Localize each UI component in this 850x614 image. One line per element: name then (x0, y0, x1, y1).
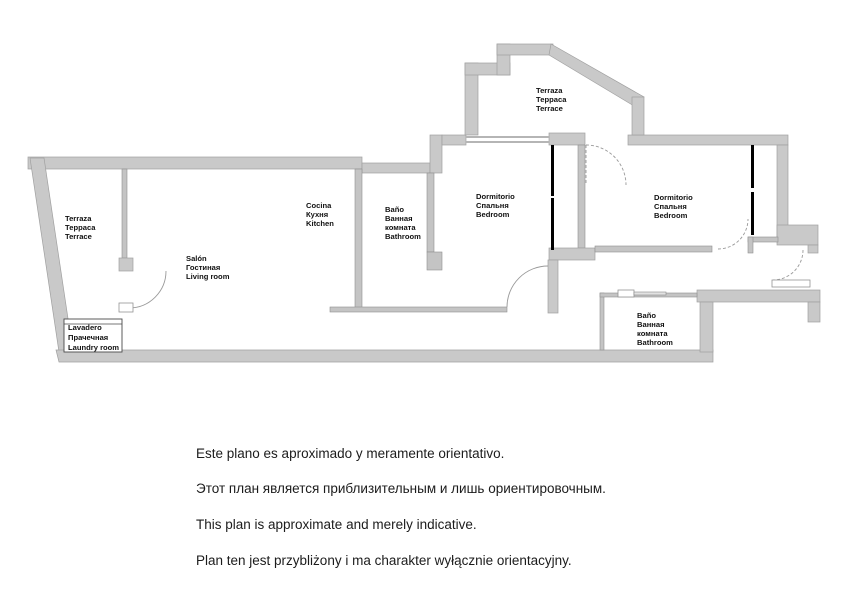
window-terrace-bedroom1-outer (466, 136, 549, 138)
label-line: Kitchen (306, 219, 334, 228)
glazing-niche-upper (751, 145, 754, 188)
wall-niche-jamb (748, 237, 753, 253)
door-arc-terrace-bedroom2 (586, 145, 626, 185)
disclaimer-pl: Plan ten jest przybliżony i ma charakter wyłącznie orientacyjny. (196, 553, 572, 568)
label-line: Bathroom (385, 232, 421, 241)
door-arc-terrace-living (129, 271, 166, 308)
room-label-bath2 (637, 311, 673, 347)
label-line: Dormitorio (654, 193, 693, 202)
wall-hall-divider (548, 260, 558, 313)
label-line: Salón (186, 254, 207, 263)
wall-terrace-right (632, 97, 644, 135)
room-label-kitchen (306, 201, 334, 228)
label-line: Bedroom (476, 210, 510, 219)
wall-bath2-left (600, 293, 604, 350)
wall-bedrooms-south-thick (549, 248, 595, 260)
label-line: Terraza (536, 86, 563, 95)
door-arc-living-hall (507, 266, 548, 307)
wall-top-left (28, 157, 362, 169)
room-label-bedroom2 (654, 193, 693, 220)
wall-shaft-right (578, 145, 585, 248)
door-hinge-block (119, 258, 133, 271)
label-line: комната (637, 329, 668, 338)
label-line: Baño (637, 311, 656, 320)
label-line: Lavadero (68, 323, 102, 332)
label-line: Cocina (306, 201, 332, 210)
sliding-door-pocket-bath2 (618, 290, 634, 297)
label-line: Спальня (476, 201, 509, 210)
wall-bath1-right (427, 173, 434, 252)
disclaimer-en: This plan is approximate and merely indicative. (196, 517, 477, 532)
wall-step-block (430, 135, 442, 173)
label-line: Terraza (65, 214, 92, 223)
room-label-living (186, 254, 230, 281)
wall-right-outer (777, 145, 788, 238)
wall-shaft-top (549, 133, 585, 145)
wall-lower-right-band (697, 290, 820, 302)
label-line: Кухня (306, 210, 329, 219)
label-line: комната (385, 223, 416, 232)
glazing-shaft-upper (551, 145, 554, 196)
label-line: Ванная (385, 214, 413, 223)
label-line: Baño (385, 205, 404, 214)
label-line: Гостиная (186, 263, 221, 272)
wall-bedroom2-south (595, 246, 712, 252)
glazing-shaft-lower (551, 198, 554, 250)
wall-bath1-foot (427, 252, 442, 270)
disclaimer-ru: Этот план является приблизительным и лишь ориентировочным. (196, 481, 606, 496)
wall-bath2-right (700, 302, 713, 352)
wall-top-bedroom1 (442, 135, 466, 145)
label-line: Bedroom (654, 211, 688, 220)
room-label-bath1 (385, 205, 421, 241)
wall-top-bath1 (362, 163, 430, 173)
window-terrace-bedroom1-inner (466, 141, 549, 143)
label-line: Bathroom (637, 338, 673, 347)
room-label-terrace-left (65, 214, 96, 241)
wall-top-right (628, 135, 788, 145)
label-line: Терраса (536, 95, 567, 104)
doors (119, 145, 810, 312)
wall-right-step (808, 245, 818, 253)
sliding-door-panel-bath2 (634, 292, 666, 295)
wall-lower-right-drop (808, 302, 820, 322)
label-line: Laundry room (68, 343, 120, 352)
label-line: Terrace (65, 232, 92, 241)
wall-terrace-top (497, 44, 553, 55)
entry-threshold (772, 280, 810, 287)
label-line: Терраса (65, 223, 96, 232)
door-jamb-living (119, 303, 133, 312)
wall-terrace1-divider (122, 169, 127, 258)
disclaimer-es: Este plano es aproximado y meramente orientativo. (196, 446, 505, 461)
label-line: Dormitorio (476, 192, 515, 201)
room-label-bedroom1 (476, 192, 515, 219)
label-line: Terrace (536, 104, 563, 113)
room-label-terrace-top (536, 86, 567, 113)
wall-bottom (56, 350, 713, 362)
label-line: Ванная (637, 320, 665, 329)
wall-right-protrusion (777, 225, 818, 245)
label-line: Living room (186, 272, 230, 281)
glazing-niche-lower (751, 192, 754, 235)
wall-corridor-south (330, 307, 507, 312)
label-line: Прачечная (68, 333, 109, 342)
door-arc-bedroom2-hall (718, 219, 748, 249)
door-arc-entry (773, 250, 803, 280)
label-line: Спальня (654, 202, 687, 211)
wall-kitchen-divider (355, 169, 362, 308)
